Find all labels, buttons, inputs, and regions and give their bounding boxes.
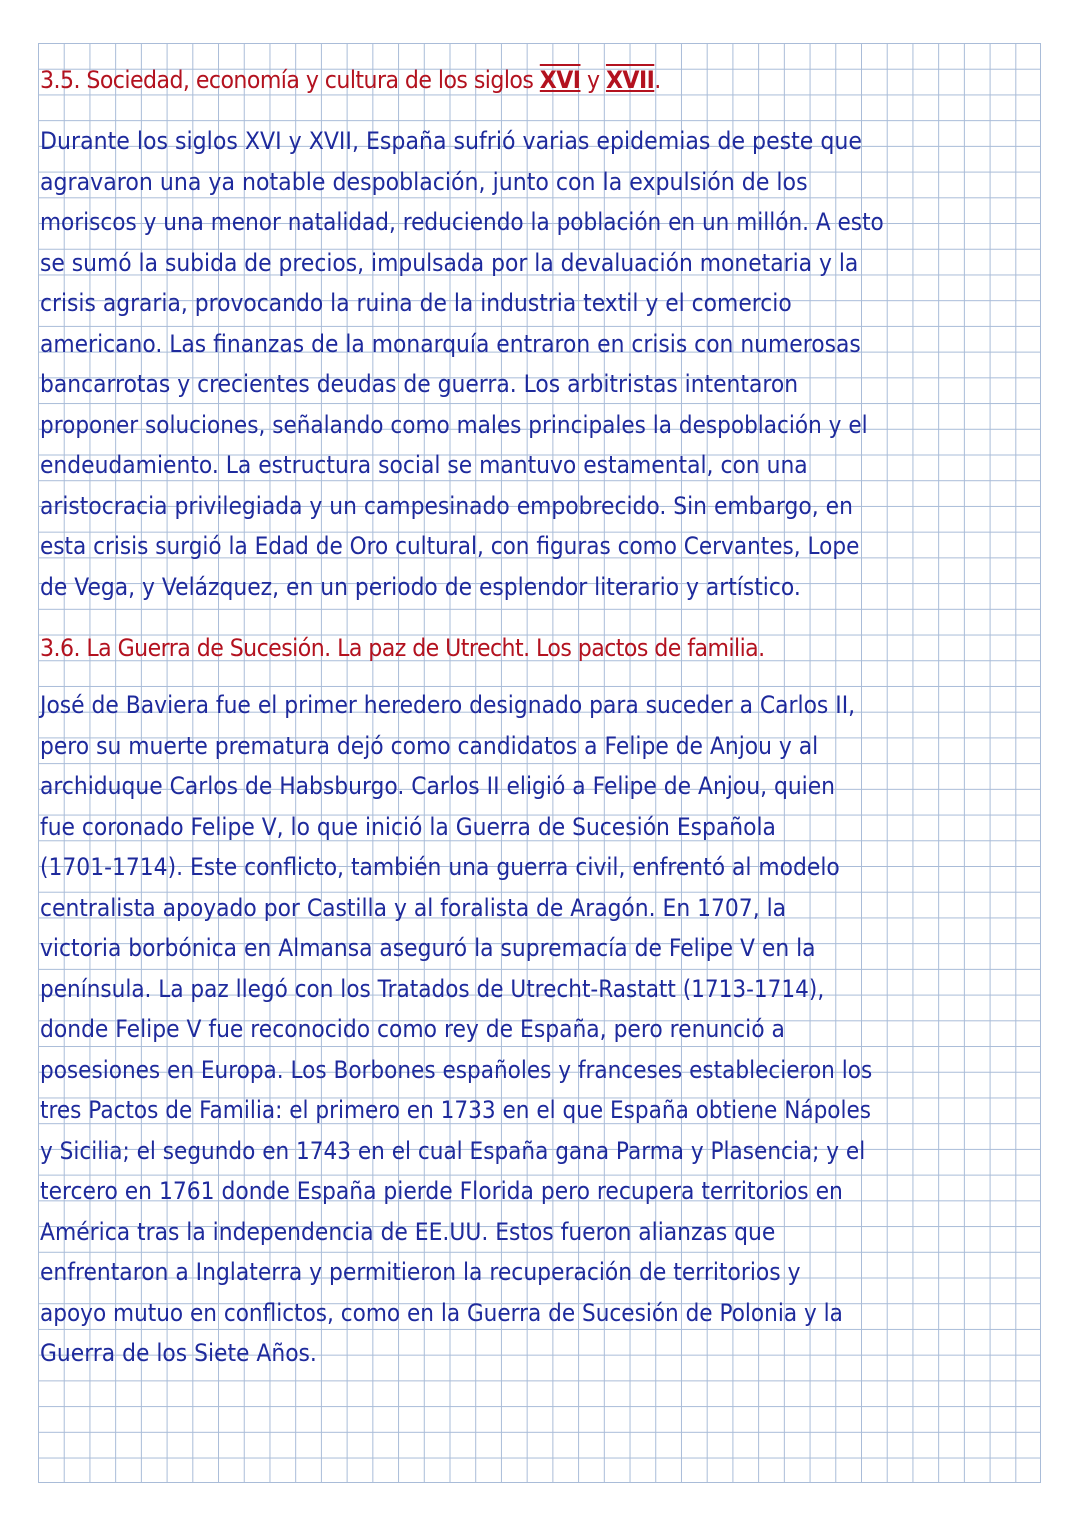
heading-text: . xyxy=(654,66,661,94)
text-line: bancarrotas y crecientes deudas de guerra. Los arbitristas intentaron xyxy=(40,370,799,398)
heading-text: 3.5. Sociedad, economía y cultura de los siglos xyxy=(40,66,540,94)
heading-roman-numeral: XVII xyxy=(605,66,655,94)
text-line: de Vega, y Velázquez, en un periodo de esplendor literario y artístico. xyxy=(40,572,801,601)
text-line: (1701-1714). Este conflicto, también una guerra civil, enfrentó al modelo xyxy=(40,853,840,881)
text-line: crisis agraria, provocando la ruina de la industria textil y el comercio xyxy=(40,289,792,317)
heading-roman-numeral: XVI xyxy=(539,66,581,94)
text-line: centralista apoyado por Castilla y al foralista de Aragón. En 1707, la xyxy=(40,893,787,922)
text-line: victoria borbónica en Almansa aseguró la supremacía de Felipe V en la xyxy=(40,934,816,962)
text-line: aristocracia privilegiada y un campesinado empobrecido. Sin embargo, en xyxy=(40,491,853,520)
text-line: península. La paz llegó con los Tratados de Utrecht-Rastatt (1713-1714), xyxy=(40,974,825,1003)
text-line: Durante los siglos XVI y XVII, España sufrió varias epidemias de peste que xyxy=(40,127,863,155)
text-line: tres Pactos de Familia: el primero en 1733 en el que España obtiene Nápoles xyxy=(40,1096,872,1124)
text-line: archiduque Carlos de Habsburgo. Carlos II eligió a Felipe de Anjou, quien xyxy=(40,772,836,800)
text-line: agravaron una ya notable despoblación, junto con la expulsión de los xyxy=(40,167,808,196)
text-line: posesiones en Europa. Los Borbones españoles y franceses establecieron los xyxy=(40,1055,873,1084)
text-line: donde Felipe V fue reconocido como rey de España, pero renunció a xyxy=(40,1015,785,1043)
text-line: apoyo mutuo en conflictos, como en la Guerra de Sucesión de Polonia y la xyxy=(40,1298,843,1327)
text-line: esta crisis surgió la Edad de Oro cultural, con figuras como Cervantes, Lope xyxy=(40,532,860,560)
heading-text: y xyxy=(580,66,606,94)
text-line: Guerra de los Siete Años. xyxy=(40,1339,317,1367)
text-line: se sumó la subida de precios, impulsada por la devaluación monetaria y la xyxy=(40,248,859,277)
text-line: proponer soluciones, señalando como males principales la despoblación y el xyxy=(40,410,868,439)
paragraph-section-3-6 xyxy=(40,685,1045,1374)
section-heading-3-6: 3.6. La Guerra de Sucesión. La paz de Utrecht. Los pactos de familia. xyxy=(40,634,765,662)
text-line: América tras la independencia de EE.UU. Estos fueron alianzas que xyxy=(40,1217,776,1246)
text-line: pero su muerte prematura dejó como candidatos a Felipe de Anjou y al xyxy=(40,731,819,760)
text-line: fue coronado Felipe V, lo que inició la Guerra de Sucesión Española xyxy=(40,812,776,841)
paragraph-section-3-5 xyxy=(40,121,1045,607)
text-line: y Sicilia; el segundo en 1743 en el cual España gana Parma y Plasencia; y el xyxy=(40,1136,866,1165)
text-line: americano. Las finanzas de la monarquía entraron en crisis con numerosas xyxy=(40,329,861,358)
text-line: tercero en 1761 donde España pierde Florida pero recupera territorios en xyxy=(40,1177,843,1205)
text-line: moriscos y una menor natalidad, reduciendo la población en un millón. A esto xyxy=(40,208,884,236)
text-line: endeudamiento. La estructura social se mantuvo estamental, con una xyxy=(40,451,808,479)
section-heading-3-5 xyxy=(40,66,661,94)
text-line: enfrentaron a Inglaterra y permitieron la recuperación de territorios y xyxy=(40,1258,801,1286)
text-line: José de Baviera fue el primer heredero designado para suceder a Carlos II, xyxy=(40,691,856,719)
